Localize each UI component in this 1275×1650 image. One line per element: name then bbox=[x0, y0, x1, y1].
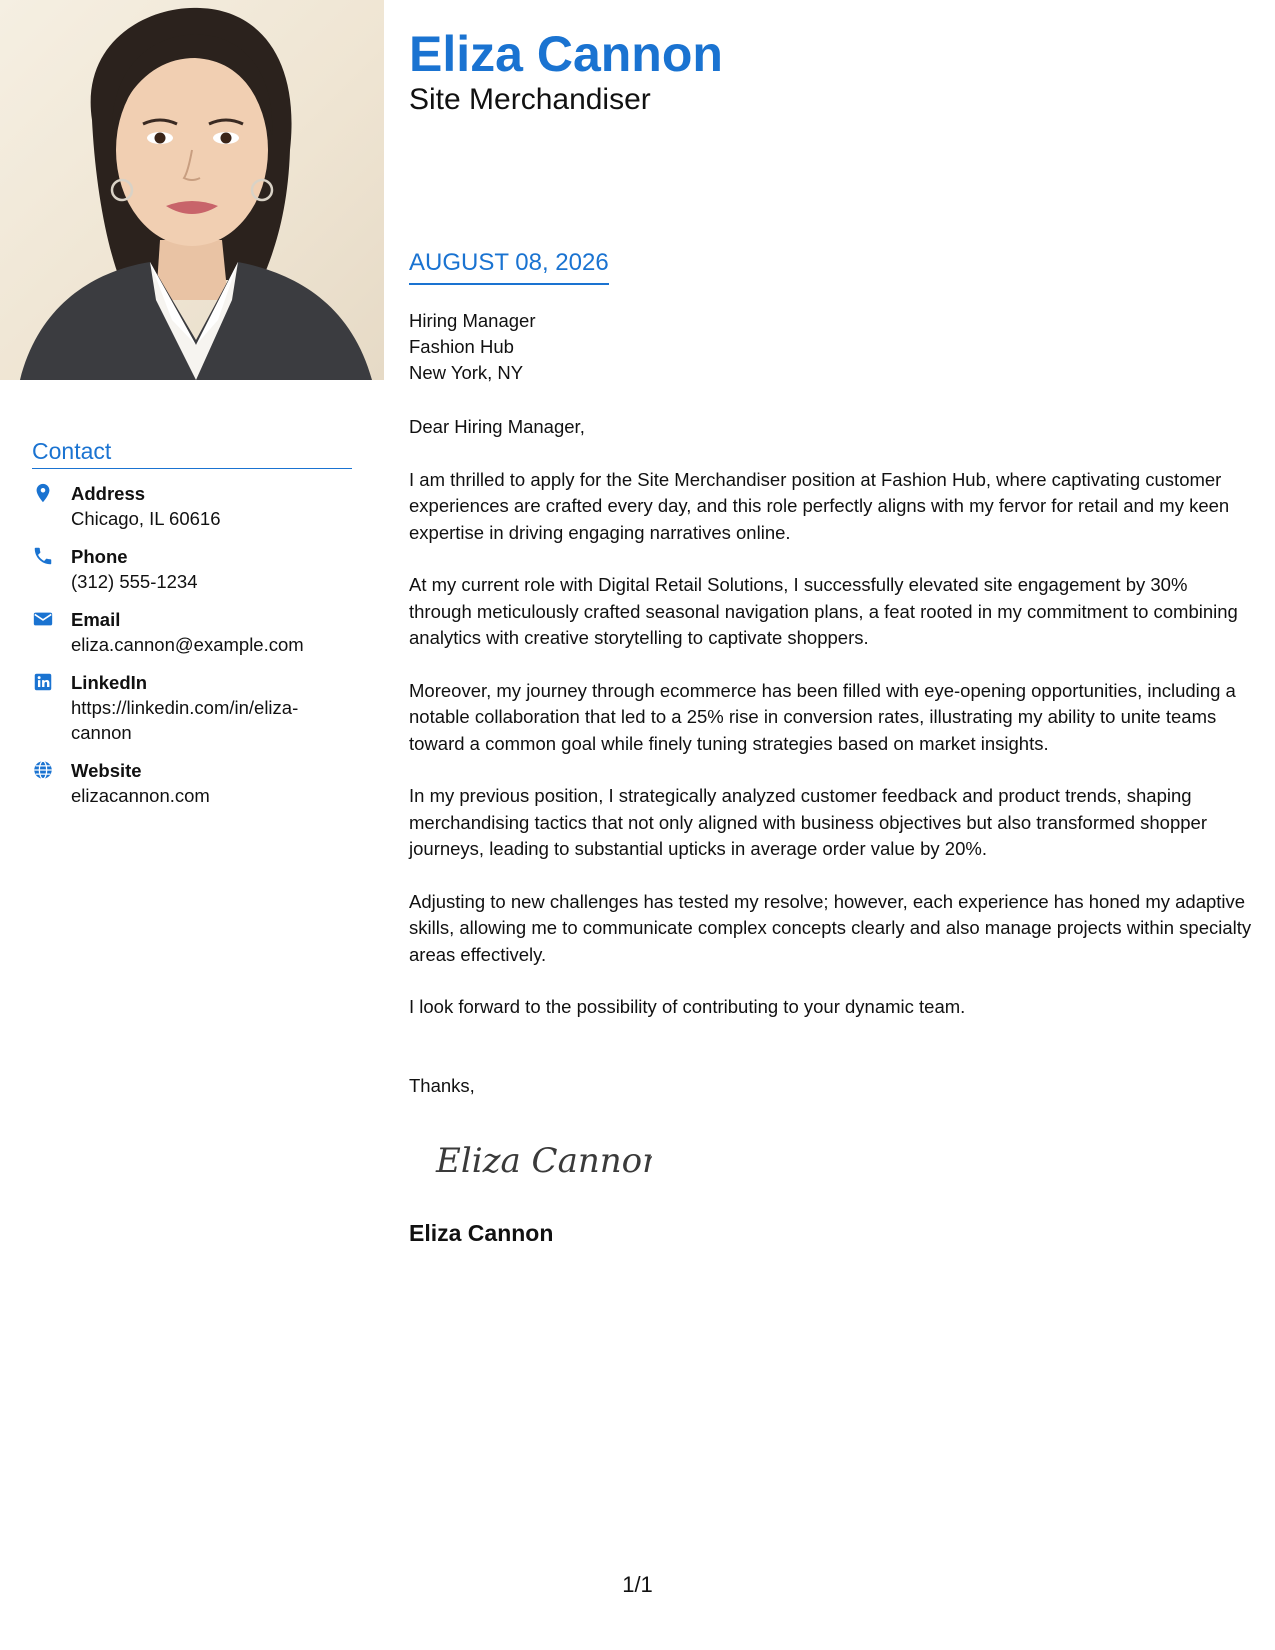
profile-photo bbox=[0, 0, 384, 380]
contact-heading: Contact bbox=[32, 438, 352, 469]
contact-value: Chicago, IL 60616 bbox=[71, 508, 221, 529]
signature-image bbox=[432, 1130, 652, 1195]
closing: Thanks, bbox=[409, 1075, 475, 1096]
phone-icon bbox=[32, 545, 54, 567]
recipient-line: Fashion Hub bbox=[409, 336, 514, 357]
signature-name: Eliza Cannon bbox=[409, 1220, 554, 1246]
contact-label: Website bbox=[71, 760, 142, 781]
contact-phone bbox=[32, 544, 352, 594]
recipient-line: New York, NY bbox=[409, 362, 524, 383]
email-icon bbox=[32, 608, 54, 630]
email-link[interactable]: eliza.cannon@example.com bbox=[71, 634, 304, 655]
contact-label: Address bbox=[71, 483, 146, 504]
paragraph: In my previous position, I strategically analyzed customer feedback and product trends, shaping merchandising tactics that not only aligned with business objectives but also transformed shopper journeys, leading to substantial upticks in average order value by 20%. bbox=[409, 785, 1207, 859]
contact-label: Email bbox=[71, 609, 121, 630]
globe-icon bbox=[32, 759, 54, 781]
contact-email bbox=[32, 607, 352, 657]
location-pin-icon bbox=[32, 482, 54, 504]
letter-date: AUGUST 08, 2026 bbox=[409, 248, 609, 285]
paragraph: Adjusting to new challenges has tested my resolve; however, each experience has honed my adaptive skills, allowing me to communicate complex concepts clearly and also manage projects within specialty areas effectively. bbox=[409, 890, 1252, 965]
contact-sidebar bbox=[32, 438, 352, 821]
header bbox=[409, 26, 1254, 118]
recipient-line: Hiring Manager bbox=[409, 310, 536, 331]
linkedin-link[interactable]: https://linkedin.com/in/eliza-cannon bbox=[71, 697, 299, 743]
contact-linkedin bbox=[32, 670, 352, 745]
contact-value: (312) 555-1234 bbox=[71, 571, 198, 592]
paragraph: I look forward to the possibility of contributing to your dynamic team. bbox=[409, 996, 966, 1017]
linkedin-icon bbox=[32, 671, 54, 693]
paragraph: Moreover, my journey through ecommerce has been filled with eye-opening opportunities, including a notable collaboration that led to a 25% rise in conversion rates, illustrating my ability to unite teams toward a common goal while finely tuning strategies based on market insights. bbox=[409, 679, 1236, 754]
page-number: 1/1 bbox=[622, 1572, 653, 1597]
salutation: Dear Hiring Manager, bbox=[409, 416, 585, 437]
portrait-illustration bbox=[0, 0, 384, 380]
job-title: Site Merchandiser bbox=[409, 83, 651, 116]
signature-text: Eliza Cannon bbox=[436, 1141, 652, 1181]
website-link[interactable]: elizacannon.com bbox=[71, 785, 210, 806]
contact-label: Phone bbox=[71, 546, 128, 567]
paragraph: At my current role with Digital Retail Solutions, I successfully elevated site engagement by 30% through meticulously crafted seasonal navigation plans, a feat rooted in my commitment to combining analytics with creative storytelling to captivate shoppers. bbox=[409, 574, 1238, 648]
candidate-name: Eliza Cannon bbox=[409, 26, 723, 82]
recipient-block bbox=[409, 308, 535, 386]
contact-label: LinkedIn bbox=[71, 672, 148, 693]
paragraph: I am thrilled to apply for the Site Merchandiser position at Fashion Hub, where captivating customer experiences are crafted every day, and this role perfectly aligns with my fervor for retail and my keen expertise in driving engaging narratives online. bbox=[409, 468, 1230, 543]
contact-website bbox=[32, 758, 352, 808]
contact-address bbox=[32, 481, 352, 531]
letter-body bbox=[409, 414, 1254, 1047]
